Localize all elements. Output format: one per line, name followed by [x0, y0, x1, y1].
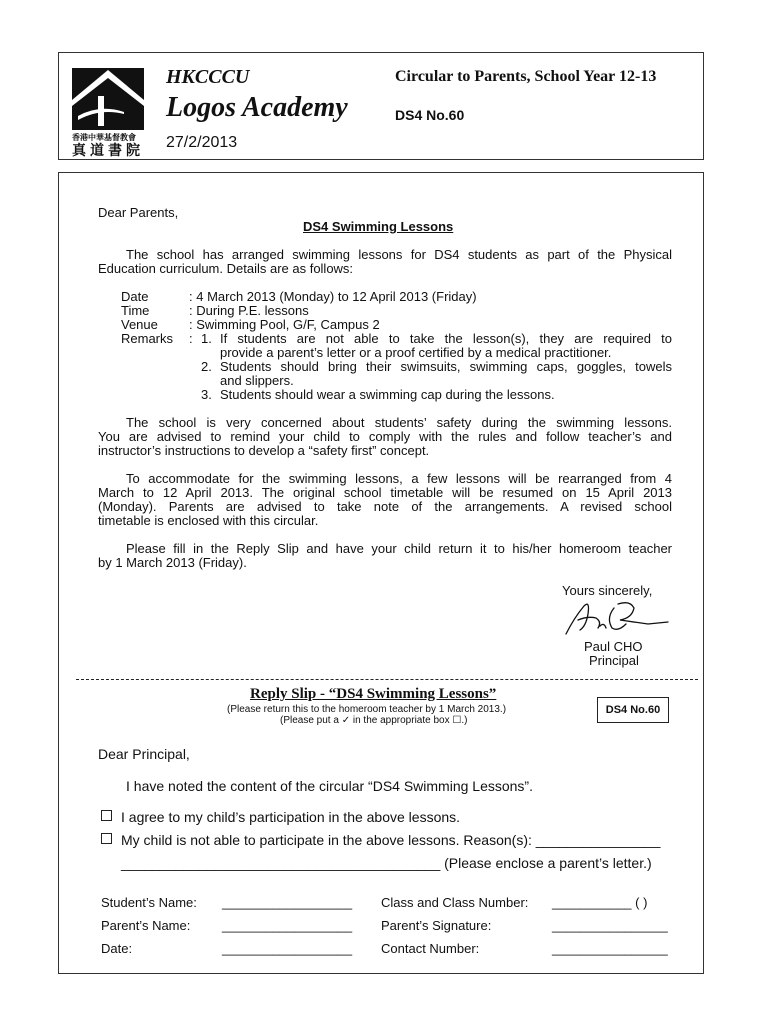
remark-2-line2: and slippers.	[220, 373, 294, 388]
reply-slip-instruction-1: (Please return this to the homeroom teacher by 1 March 2013.)	[227, 704, 507, 715]
reply-slip-instruction-2: (Please put a ✓ in the appropriate box ☐.)	[280, 715, 468, 726]
intro-line-2: Education curriculum. Details are as follows:	[98, 261, 354, 276]
contact-number-label: Contact Number:	[381, 941, 480, 956]
student-name-field[interactable]: __________________	[222, 895, 353, 910]
date-field[interactable]: __________________	[222, 941, 353, 956]
para2-line2: You are advised to remind your child to comply with the rules and follow teacher’s and	[98, 429, 672, 444]
agree-checkbox[interactable]	[101, 810, 112, 821]
para4-line1: Please fill in the Reply Slip and have your child return it to his/her homeroom teacher	[126, 541, 672, 556]
reply-slip-ref-box	[597, 697, 669, 723]
detail-venue-value: : Swimming Pool, G/F, Campus 2	[189, 317, 380, 332]
para4-line2: by 1 March 2013 (Friday).	[98, 555, 247, 570]
para3-line1: To accommodate for the swimming lessons, a few lessons will be rearranged from 4	[126, 471, 672, 486]
reply-slip-ref-number: DS4 No.60	[605, 704, 661, 716]
reply-salutation: Dear Principal,	[98, 746, 190, 762]
detail-venue-label: Venue	[121, 317, 158, 332]
signer-name: Paul CHO	[584, 639, 643, 654]
cut-line	[76, 679, 698, 680]
para3-line3: (Monday). Parents are advised to take note of the arrangements. A revised school	[98, 499, 672, 514]
para2-line3: instructor’s instructions to develop a “safety first” concept.	[98, 443, 430, 458]
detail-date-label: Date	[121, 289, 149, 304]
circular-number: DS4 No.60	[395, 107, 465, 123]
date-label: Date:	[101, 941, 133, 956]
signer-title: Principal	[589, 653, 639, 668]
school-logo	[70, 66, 146, 158]
org-short-name: HKCCCU	[166, 66, 250, 88]
detail-time-label: Time	[121, 303, 150, 318]
letter-title: DS4 Swimming Lessons	[303, 219, 454, 234]
principal-signature	[560, 598, 672, 640]
parent-name-label: Parent’s Name:	[101, 918, 191, 933]
remark-3-num: 3.	[201, 387, 212, 402]
letter-salutation: Dear Parents,	[98, 205, 179, 220]
closing: Yours sincerely,	[562, 583, 653, 598]
para3-line4: timetable is enclosed with this circular.	[98, 513, 319, 528]
not-able-option[interactable]: My child is not able to participate in the above lessons. Reason(s): ________________	[121, 832, 661, 848]
detail-remarks-label: Remarks	[121, 331, 174, 346]
detail-date-value: : 4 March 2013 (Monday) to 12 April 2013 (Friday)	[189, 289, 477, 304]
not-able-checkbox[interactable]	[101, 833, 112, 844]
reply-noted: I have noted the content of the circular “DS4 Swimming Lessons”.	[126, 778, 533, 794]
reply-slip-title: Reply Slip - “DS4 Swimming Lessons”	[250, 686, 497, 702]
parent-name-field[interactable]: __________________	[222, 918, 353, 933]
agree-option: I agree to my child’s participation in the above lessons.	[121, 809, 461, 825]
student-name-label: Student’s Name:	[101, 895, 197, 910]
parent-signature-label: Parent’s Signature:	[381, 918, 492, 933]
logo-chinese-line1: 香港中華基督教會	[72, 133, 136, 142]
contact-number-field[interactable]: ________________	[552, 941, 668, 956]
para3-line2: March to 12 April 2013. The original school timetable will be resumed on 15 April 2013	[98, 485, 672, 500]
remark-2-num: 2.	[201, 359, 212, 374]
school-name: Logos Academy	[166, 92, 348, 123]
remark-3-line1: Students should wear a swimming cap during the lessons.	[220, 387, 555, 402]
class-number-label: Class and Class Number:	[381, 895, 529, 910]
logo-mark-icon	[70, 66, 146, 132]
logo-chinese-line2: 真道書院	[72, 142, 144, 158]
remark-1-line2: provide a parent’s letter or a proof certified by a medical practitioner.	[220, 345, 612, 360]
para2-line1: The school is very concerned about students’ safety during the swimming lessons.	[126, 415, 672, 430]
reason-line[interactable]: _________________________________________ (Please enclose a parent’s letter.)	[121, 855, 652, 871]
detail-time-value: : During P.E. lessons	[189, 303, 309, 318]
intro-line-1: The school has arranged swimming lessons for DS4 students as part of the Physical	[126, 247, 672, 262]
circular-date: 27/2/2013	[166, 134, 238, 151]
remark-1-num: 1.	[201, 331, 212, 346]
remark-2-line1: Students should bring their swimsuits, swimming caps, goggles, towels	[220, 359, 672, 374]
parent-signature-field[interactable]: ________________	[552, 918, 668, 933]
class-number-field[interactable]: ___________ ( )	[552, 895, 648, 910]
circular-title: Circular to Parents, School Year 12-13	[395, 68, 657, 85]
detail-remarks-colon: :	[189, 331, 193, 346]
remark-1-line1: If students are not able to take the lesson(s), they are required to	[220, 331, 672, 346]
